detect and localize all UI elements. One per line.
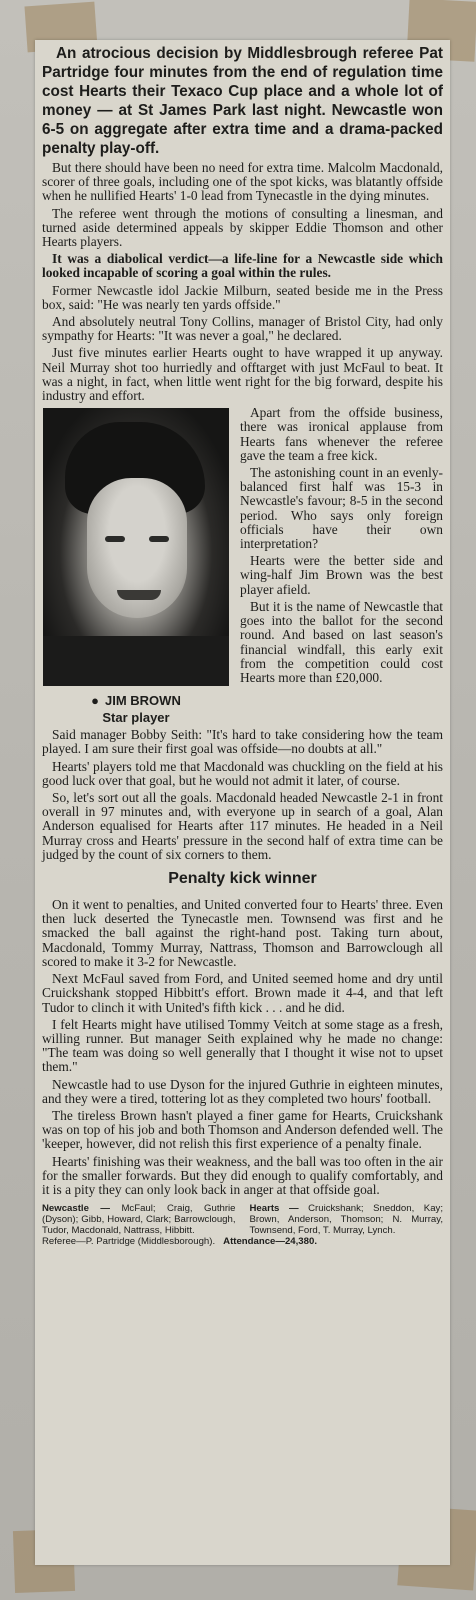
top-paragraphs [42,161,443,403]
photo-eye-right [149,536,169,542]
photo-eye-left [105,536,125,542]
bullet-icon: ● [91,693,99,709]
player-photo [43,408,229,686]
newcastle-label: Newcastle — [42,1203,110,1215]
paragraph: So, let's sort out all the goals. Macdonald headed Newcastle 2-1 in front overall in 97 minutes and, with everyone up in search of a goal, Alan Anderson equalised for Hearts after 117 minutes. He headed in a Neil Murray cross and Hearts' pressure in the second half of extra time can be judged by the count of six corners to them. [42,790,443,862]
paragraph: And absolutely neutral Tony Collins, manager of Bristol City, had only sympathy for Hearts: "It was never a goal," he declared. [42,314,443,344]
paragraph: Hearts' players told me that Macdonald was chuckling on the field at his good luck over that goal, but he would not admit it later, of course. [42,758,443,788]
paragraph: Hearts were the better side and wing-half Jim Brown was the best player afield. [240,553,443,597]
paragraph: But it is the name of Newcastle that goes into the ballot for the second round. And based on last season's financial windfall, this early exit from the competition could cost Hearts more than £20,000. [240,598,443,685]
photo-mouth [117,590,161,600]
paragraph: On it went to penalties, and United converted four to Hearts' three. Even then luck deserted the Tynecastle men. Townsend was first and he smacked the ball against the right-hand post. Taking turn about, Macdonald, Tommy Murray, Nattrass, Thomson and Barrowclough all scored to make it 3-2 for Newcastle. [42,897,443,969]
paragraph: Apart from the offside business, there was ironical applause from Hearts fans whenever the referee gave the team a free kick. [240,405,443,463]
paragraph: The tireless Brown hasn't played a finer game for Hearts, Cruickshank was on top of his job and both Thomson and Anderson defended well. The 'keeper, however, did not relish this first experience of a penalty finale. [42,1107,443,1152]
newcastle-lineup [42,1203,236,1236]
paragraph: Just five minutes earlier Hearts ought to have wrapped it up anyway. Neil Murray shot too hurriedly and offtarget with just McFaul to beat. It was a night, in fact, when little went right for the big forward, despite his industry and effort. [42,345,443,404]
paragraph: Former Newcastle idol Jackie Milburn, seated beside me in the Press box, said: "He was nearly ten yards offside." [42,282,443,312]
photo-block [40,408,232,726]
team-lineups [42,1203,443,1247]
paragraph: The referee went through the motions of consulting a linesman, and turned aside determined appeals by skipper Eddie Thomson and other Hearts players. [42,205,443,250]
paragraph: I felt Hearts might have utilised Tommy Veitch at some stage as a fresh, willing runner. But manager Seith explained why he made no change: "The team was doing so well generally that I thought it wise not to upset them." [42,1016,443,1075]
subheading: Penalty kick winner [168,870,317,888]
match-officials [42,1236,443,1247]
paragraph: Next McFaul saved from Ford, and United seemed home and dry until Cruickshank stopped Hibbitt's effort. Brown made it 4-4, and that left Tudor to clinch it with United's fifth kick . . . and he did. [42,971,443,1015]
paragraph: But there should have been no need for extra time. Malcolm Macdonald, scorer of three goals, including one of the spot kicks, was blatantly offside when he nullified Hearts' 1-0 lead from Tynecastle in the dying minutes. [42,160,443,204]
paragraph: Hearts' finishing was their weakness, and the ball was too often in the air for the smaller forwards. But they did enough to qualify comfortably, and it is a pity they can only look back in anger at that offside goal. [42,1153,443,1197]
newspaper-clipping [35,40,450,1565]
caption-sub: Star player [102,710,170,726]
photo-collar [43,636,229,686]
hearts-lineup [250,1203,444,1236]
lead-paragraph: An atrocious decision by Middlesbrough referee Pat Partridge four minutes from the end of regulation time cost Hearts their Texaco Cup place and a whole lot of money — at St James Park last night. Newcastle won 6-5 on aggregate after extra time and a drama-packed penalty play-off. [42,45,443,157]
referee-line: Referee—P. Partridge (Middlesborough). [42,1236,216,1248]
paragraph: Said manager Bobby Seith: "It's hard to take considering how the team played. I am sure their first goal was offside—no doubts at all." [42,727,443,757]
paragraph: The astonishing count in an evenly-balanced first half was 15-3 in Newcastle's favour; 8-5 in the second period. Who says only foreign officials have their own interpretation? [240,465,443,552]
hearts-players: Cruickshank; Sneddon, Kay; Brown, Anderson, Thomson; N. Murray, Townsend, Ford, T. Murray, Lynch. [249,1203,444,1237]
photo-caption [40,692,232,726]
newcastle-players: McFaul; Craig, Guthrie (Dyson); Gibb, Howard, Clark; Barrowclough, Tudor, Macdonald, Nattrass, Hibbitt. [42,1203,236,1237]
article-body [42,161,443,1247]
hearts-label: Hearts — [249,1203,299,1215]
paragraph-bold: It was a diabolical verdict—a life-line for a Newcastle side which looked incapable of scoring a goal within the rules. [42,251,443,281]
attendance-line: Attendance—24,380. [223,1236,317,1248]
paragraph: Newcastle had to use Dyson for the injured Guthrie in eighteen minutes, and they were a tired, tottering lot as they completed two hours' football. [42,1076,443,1106]
caption-name: JIM BROWN [105,693,181,709]
